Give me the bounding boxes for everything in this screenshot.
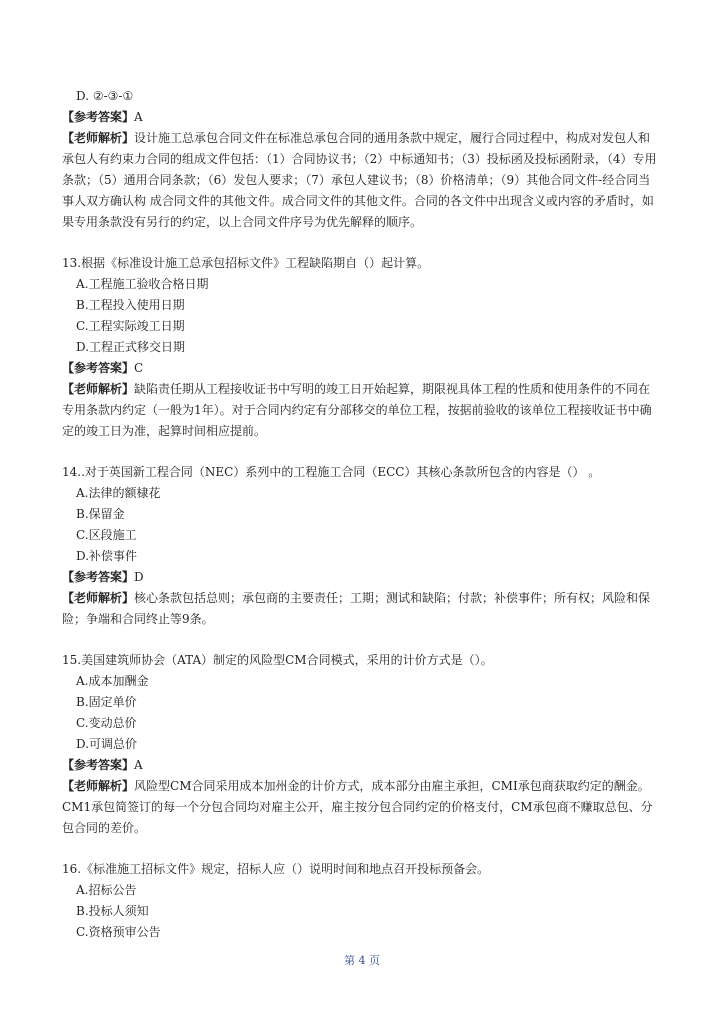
answer-line: [62, 358, 662, 379]
answer-value: A: [134, 758, 143, 772]
spacer: [62, 839, 662, 859]
question-15-stem: 15.美国建筑师协会（ATA）制定的风险型CM合同模式，采用的计价方式是（）。: [62, 653, 493, 667]
option-c: C.区段施工: [76, 528, 137, 542]
option-b: B.工程投入使用日期: [76, 298, 185, 312]
page-content: [62, 86, 662, 943]
question-16-stem: 16.《标准施工招标文件》规定，招标人应（）说明时间和地点召开投标预备会。: [62, 862, 490, 876]
option-d: D.工程正式移交日期: [76, 340, 186, 354]
analysis-label: 【老师解析】: [62, 591, 135, 605]
option-d: D. ②-③-①: [76, 89, 134, 103]
analysis-text: 核心条款包括总则；承包商的主要责任；工期；测试和缺陷；付款；补偿事件；所有权；风险和保险；争端和合同终止等9条。: [62, 591, 651, 626]
analysis-paragraph: [62, 128, 662, 233]
answer-value: A: [134, 110, 143, 124]
answer-label: 【参考答案】: [62, 110, 135, 124]
analysis-text: 缺陷责任期从工程接收证书中写明的竣工日开始起算，期限视具体工程的性质和使用条件的不同在专用条款内约定（一般为1年）。对于合同内约定有分部移交的单位工程，按据前验收的该单位工程接收证书中确定的竣工日为准，起算时间相应提前。: [62, 382, 652, 438]
spacer: [62, 233, 662, 253]
option-b: B.固定单价: [76, 695, 137, 709]
question-13-stem: 13.根据《标准设计施工总承包招标文件》工程缺陷期自（）起计算。: [62, 256, 430, 270]
spacer: [62, 630, 662, 650]
spacer: [62, 442, 662, 462]
analysis-text: 设计施工总承包合同文件在标准总承包合同的通用条款中规定，履行合同过程中，构成对发包人和承包人有约束力合同的组成文件包括：（1）合同协议书；（2）中标通知书；（3）投标函及投标函附录，（4）专用条款；（5）通用合同条款；（6）发包人要求；（7）承包人建议书；（8）价格清单；（9）其他合同文件-经合同当事人双方确认构 成合同文件的其他文件。成合同文件的其他文件。合同的各文件中出现含义或内容的矛盾时，如果专用条款没有另行的约定，以上合同文件序号为优先解释的顺序。: [62, 131, 657, 229]
option-c: C.资格预审公告: [76, 925, 161, 939]
analysis-label: 【老师解析】: [62, 382, 135, 396]
option-c: C.变动总价: [76, 716, 137, 730]
analysis-label: 【老师解析】: [62, 779, 135, 793]
option-a: A.工程施工验收合格日期: [76, 277, 209, 291]
option-a: A.招标公告: [76, 883, 137, 897]
question-14-stem: 14..对于英国新工程合同（NEC）系列中的工程施工合同（ECC）其核心条款所包含的内容是（） 。: [62, 465, 601, 479]
answer-line: [62, 107, 662, 128]
answer-line: [62, 755, 662, 776]
option-a: A.成本加酬金: [76, 674, 149, 688]
answer-value: D: [134, 570, 144, 584]
analysis-paragraph: [62, 588, 662, 630]
answer-label: 【参考答案】: [62, 758, 135, 772]
answer-value: C: [134, 361, 144, 375]
analysis-text: 风险型CM合同采用成本加州金的计价方式，成本部分由雇主承担，CMI承包商获取约定的酬金。CM1承包简签订的每一个分包合同均对雇主公开，雇主按分包合同约定的价格支付，CM承包商不赚取总包、分包合同的差价。: [62, 779, 653, 835]
option-a: A.法律的额棣花: [76, 486, 161, 500]
answer-label: 【参考答案】: [62, 361, 135, 375]
option-c: C.工程实际竣工日期: [76, 319, 185, 333]
page-number: 第 4 页: [344, 954, 380, 967]
analysis-paragraph: [62, 776, 662, 839]
option-b: B.保留金: [76, 507, 125, 521]
option-d: D.可调总价: [76, 737, 138, 751]
analysis-label: 【老师解析】: [62, 131, 135, 145]
answer-line: [62, 567, 662, 588]
option-d: D.补偿事件: [76, 549, 138, 563]
analysis-paragraph: [62, 379, 662, 442]
answer-label: 【参考答案】: [62, 570, 135, 584]
option-b: B.投标人须知: [76, 904, 149, 918]
